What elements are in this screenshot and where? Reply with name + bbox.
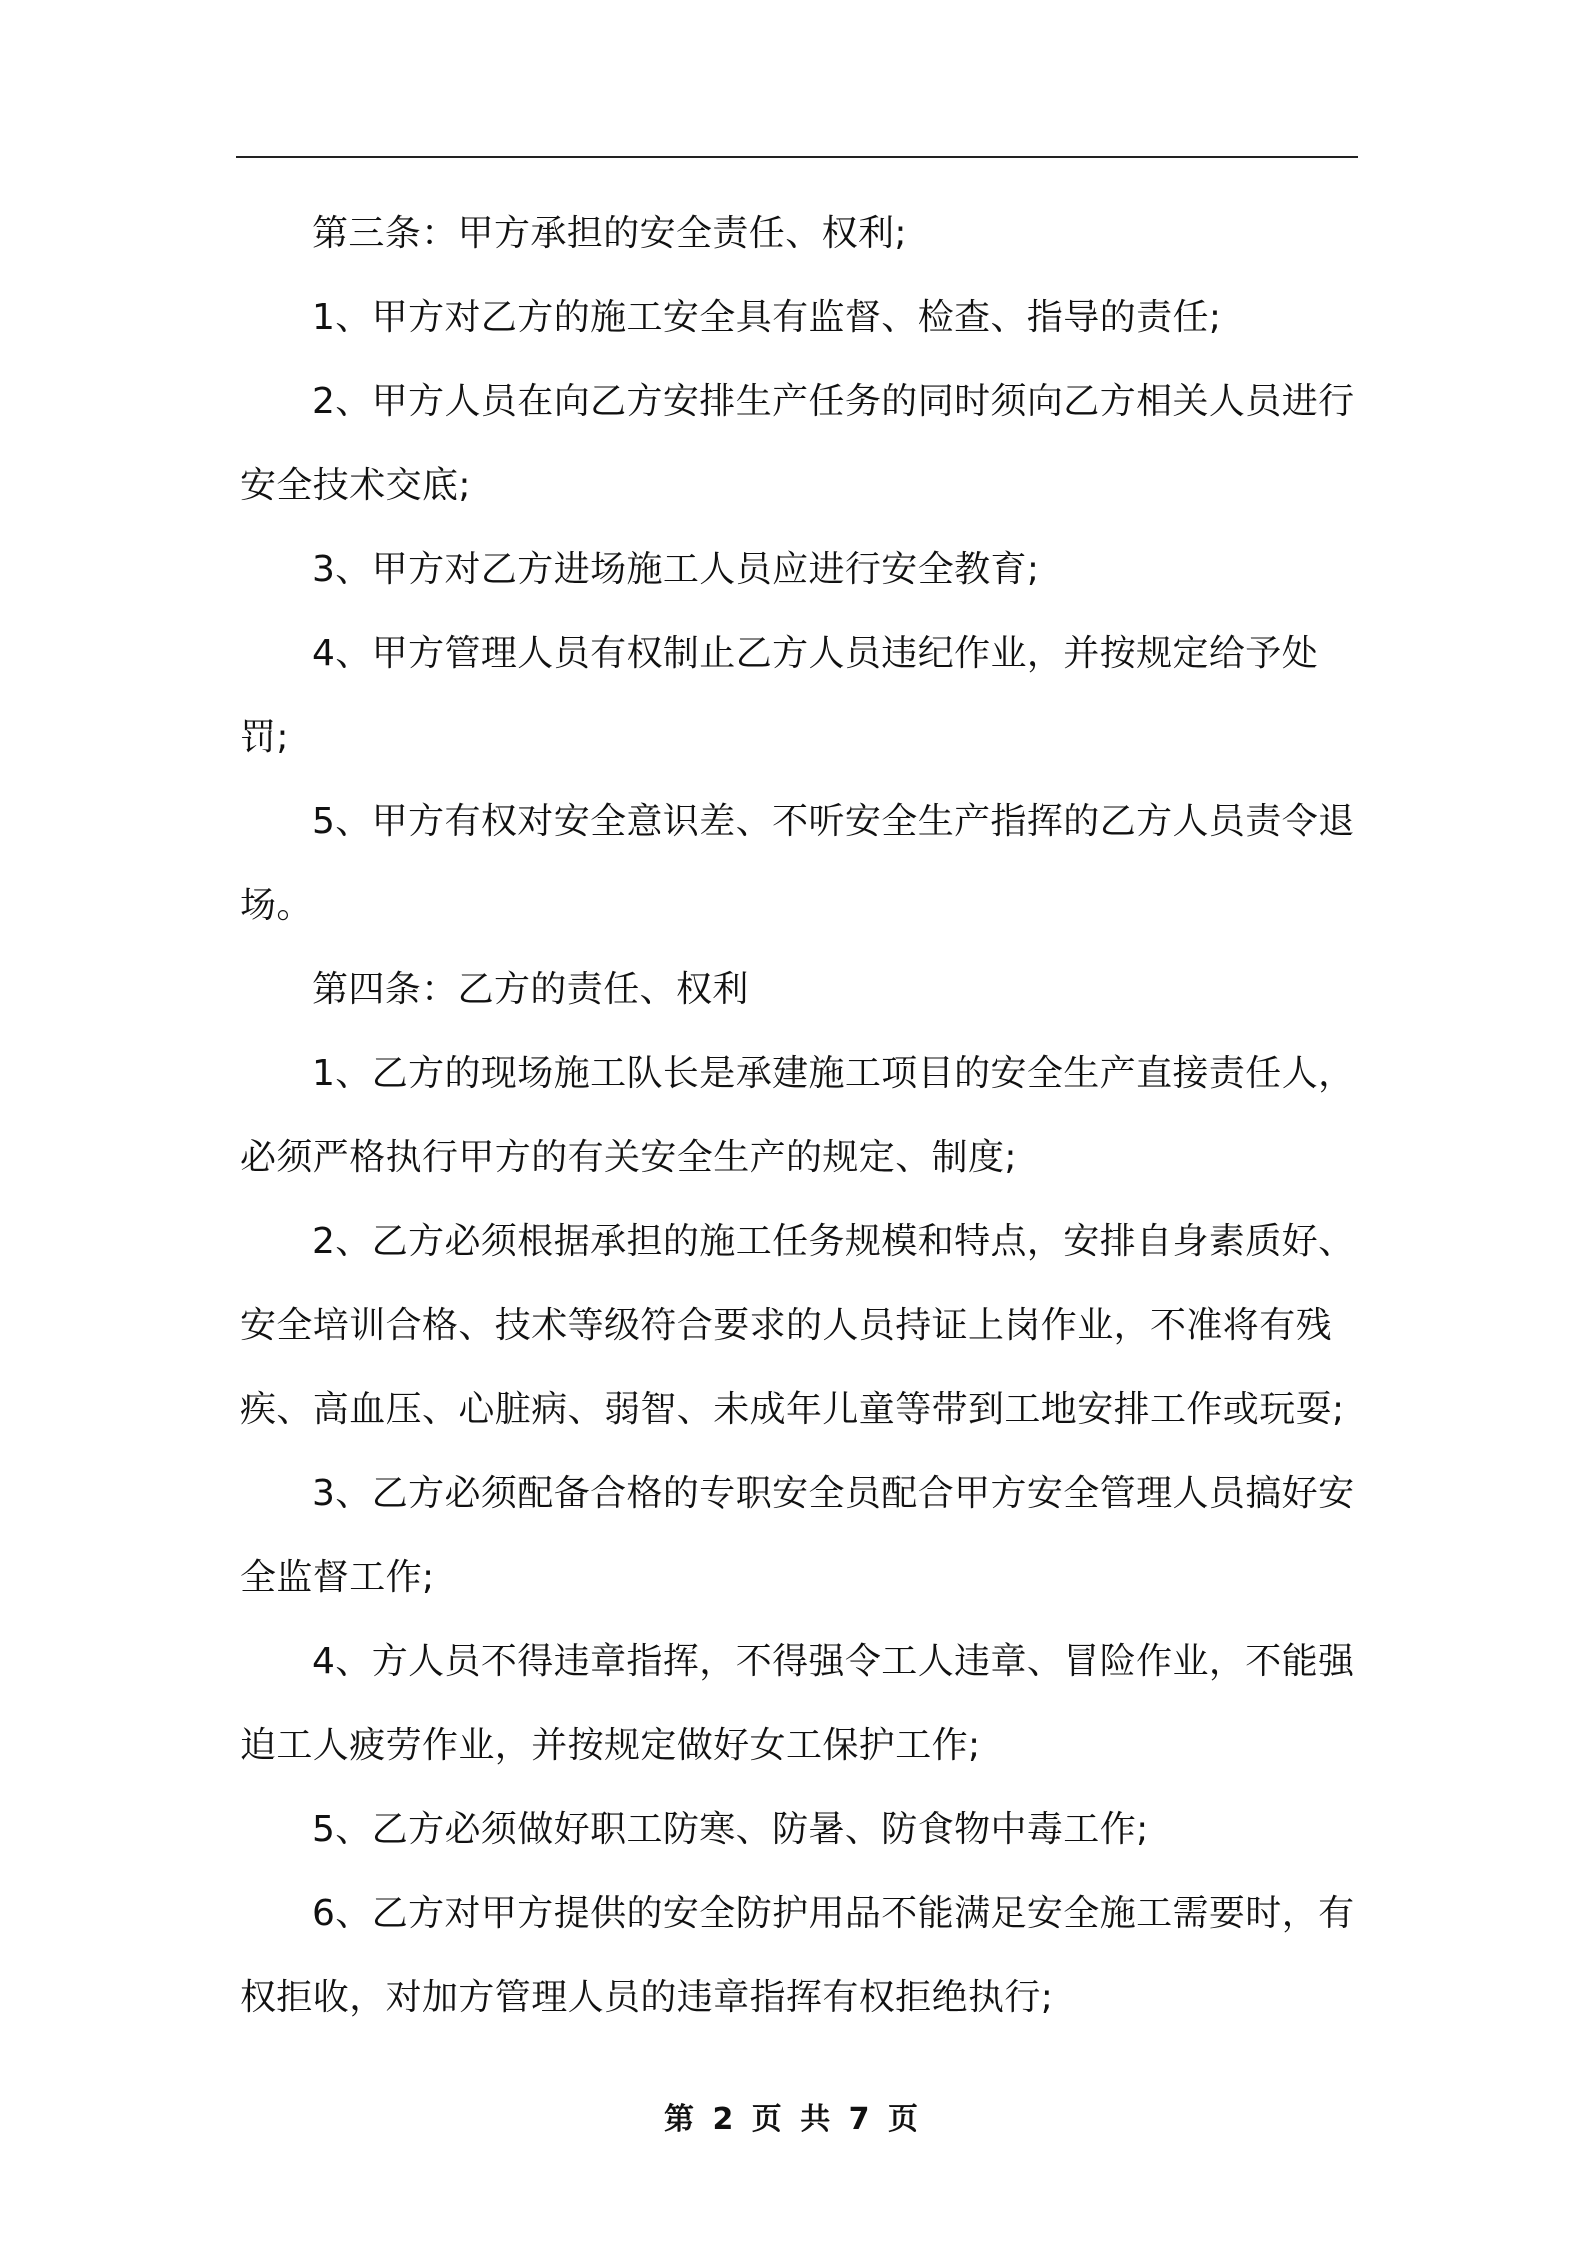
article-3-item-1: 1、甲方对乙方的施工安全具有监督、检查、指导的责任; <box>312 297 1222 338</box>
article-3-item-3: 3、甲方对乙方进场施工人员应进行安全教育; <box>312 549 1040 590</box>
article-3-item-5: 5、甲方有权对安全意识差、不听安全生产指挥的乙方人员责令退场。 <box>240 801 1355 926</box>
article-4-item-3: 3、乙方必须配备合格的专职安全员配合甲方安全管理人员搞好安全监督工作; <box>240 1473 1355 1598</box>
page-number: 第 2 页 共 7 页 <box>664 2102 922 2137</box>
article-4-item-2: 2、乙方必须根据承担的施工任务规模和特点，安排自身素质好、安全培训合格、技术等级符合要求的人员持证上岗作业，不准将有残疾、高血压、心脏病、弱智、未成年儿童等带到工地安排工作或玩耍; <box>240 1221 1355 1430</box>
article-4-item-5: 5、乙方必须做好职工防寒、防暑、防食物中毒工作; <box>312 1809 1149 1850</box>
article-3-heading: 第三条：甲方承担的安全责任、权利; <box>312 213 907 254</box>
article-3-item-4: 4、甲方管理人员有权制止乙方人员违纪作业，并按规定给予处罚; <box>240 633 1319 758</box>
article-4-item-6: 6、乙方对甲方提供的安全防护用品不能满足安全施工需要时，有权拒收，对加方管理人员的违章指挥有权拒绝执行; <box>240 1893 1355 2018</box>
document-body <box>240 192 1365 2040</box>
article-4-item-4: 4、方人员不得违章指挥，不得强令工人违章、冒险作业，不能强迫工人疲劳作业，并按规定做好女工保护工作; <box>240 1641 1355 1766</box>
article-4-heading: 第四条：乙方的责任、权利 <box>312 969 749 1010</box>
article-3-item-2: 2、甲方人员在向乙方安排生产任务的同时须向乙方相关人员进行安全技术交底; <box>240 381 1355 506</box>
article-4-item-1: 1、乙方的现场施工队长是承建施工项目的安全生产直接责任人，必须严格执行甲方的有关安全生产的规定、制度; <box>240 1053 1355 1178</box>
header-rule <box>236 156 1358 158</box>
